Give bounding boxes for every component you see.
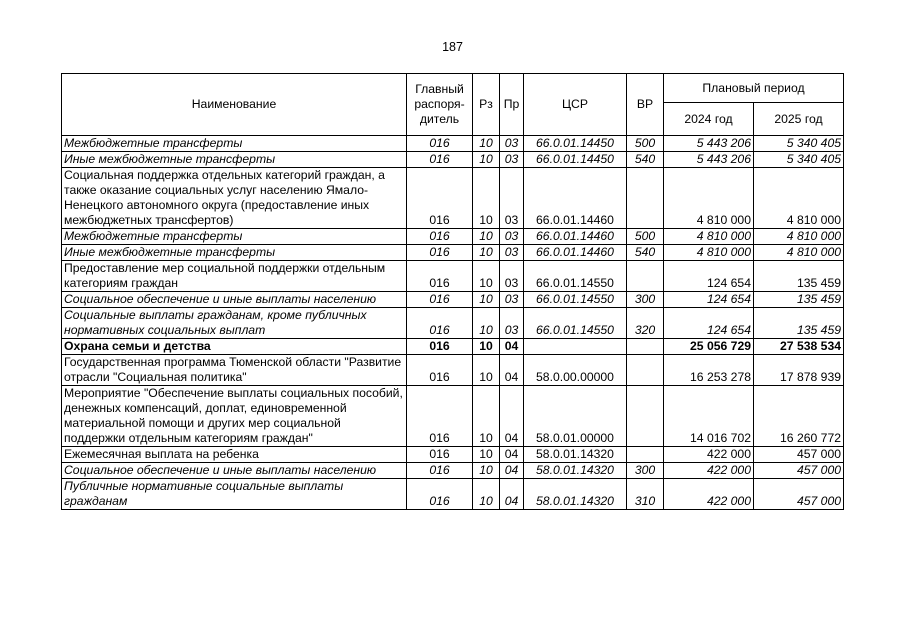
cell-vr: [627, 447, 664, 463]
cell-amount-2025: 135 459: [754, 261, 844, 292]
cell-amount-2025: 135 459: [754, 308, 844, 339]
cell-pr: 04: [500, 339, 524, 355]
cell-amount-2024: 422 000: [664, 463, 754, 479]
cell-main-manager: 016: [407, 136, 473, 152]
cell-vr: 300: [627, 292, 664, 308]
cell-vr: 540: [627, 245, 664, 261]
cell-name: Иные межбюджетные трансферты: [62, 152, 407, 168]
cell-name: Межбюджетные трансферты: [62, 229, 407, 245]
cell-name: Государственная программа Тюменской области "Развитие отрасли "Социальная политика": [62, 355, 407, 386]
cell-amount-2025: 4 810 000: [754, 229, 844, 245]
cell-vr: 310: [627, 479, 664, 510]
page-number: 187: [442, 40, 463, 54]
cell-csr: 58.0.00.00000: [524, 355, 627, 386]
cell-amount-2025: 457 000: [754, 447, 844, 463]
cell-amount-2024: 124 654: [664, 261, 754, 292]
header-csr: ЦСР: [524, 74, 627, 136]
header-vr: ВР: [627, 74, 664, 136]
cell-name: Предоставление мер социальной поддержки отдельным категориям граждан: [62, 261, 407, 292]
cell-main-manager: 016: [407, 229, 473, 245]
table-row: [62, 463, 844, 479]
header-main-manager: Главный распоря-дитель: [407, 74, 473, 136]
cell-amount-2024: 4 810 000: [664, 168, 754, 229]
table-row: [62, 229, 844, 245]
cell-amount-2025: 4 810 000: [754, 245, 844, 261]
cell-amount-2024: 422 000: [664, 479, 754, 510]
cell-rz: 10: [473, 261, 500, 292]
cell-amount-2024: 5 443 206: [664, 136, 754, 152]
cell-pr: 03: [500, 292, 524, 308]
cell-amount-2024: 422 000: [664, 447, 754, 463]
cell-vr: 540: [627, 152, 664, 168]
table-row: [62, 355, 844, 386]
cell-vr: 300: [627, 463, 664, 479]
cell-amount-2025: 5 340 405: [754, 152, 844, 168]
table-body: [62, 136, 844, 510]
cell-pr: 03: [500, 245, 524, 261]
table-row: [62, 308, 844, 339]
cell-amount-2024: 124 654: [664, 308, 754, 339]
cell-csr: 58.0.01.14320: [524, 479, 627, 510]
budget-table: [61, 73, 844, 510]
cell-amount-2024: 5 443 206: [664, 152, 754, 168]
cell-main-manager: 016: [407, 152, 473, 168]
table-row: [62, 136, 844, 152]
cell-amount-2025: 457 000: [754, 463, 844, 479]
table-row: [62, 261, 844, 292]
cell-main-manager: 016: [407, 479, 473, 510]
cell-vr: [627, 339, 664, 355]
cell-name: Социальная поддержка отдельных категорий граждан, а также оказание социальных услуг населению Ямало-Ненецкого автономного округа (предоставление иных межбюджетных трансфертов): [62, 168, 407, 229]
cell-main-manager: 016: [407, 386, 473, 447]
cell-pr: 03: [500, 261, 524, 292]
cell-csr: 66.0.01.14460: [524, 168, 627, 229]
cell-amount-2024: 25 056 729: [664, 339, 754, 355]
header-year-2024: 2024 год: [664, 103, 754, 136]
cell-main-manager: 016: [407, 245, 473, 261]
cell-name: Мероприятие "Обеспечение выплаты социальных пособий, денежных компенсаций, доплат, единовременной материальной помощи и других мер социальной поддержки отдельным категориям граждан": [62, 386, 407, 447]
cell-amount-2025: 17 878 939: [754, 355, 844, 386]
header-plan-period: Плановый период: [664, 74, 844, 103]
cell-csr: 66.0.01.14460: [524, 245, 627, 261]
cell-pr: 04: [500, 463, 524, 479]
cell-amount-2025: 27 538 534: [754, 339, 844, 355]
cell-vr: [627, 355, 664, 386]
cell-pr: 03: [500, 308, 524, 339]
cell-amount-2025: 135 459: [754, 292, 844, 308]
header-rz: Рз: [473, 74, 500, 136]
cell-amount-2025: 4 810 000: [754, 168, 844, 229]
cell-name: Межбюджетные трансферты: [62, 136, 407, 152]
cell-amount-2025: 457 000: [754, 479, 844, 510]
cell-name: Охрана семьи и детства: [62, 339, 407, 355]
cell-vr: [627, 261, 664, 292]
header-name: Наименование: [62, 74, 407, 136]
cell-main-manager: 016: [407, 355, 473, 386]
cell-csr: 66.0.01.14450: [524, 136, 627, 152]
cell-pr: 04: [500, 479, 524, 510]
cell-main-manager: 016: [407, 168, 473, 229]
cell-rz: 10: [473, 386, 500, 447]
cell-csr: 66.0.01.14450: [524, 152, 627, 168]
cell-csr: 66.0.01.14550: [524, 292, 627, 308]
cell-pr: 04: [500, 447, 524, 463]
cell-vr: 320: [627, 308, 664, 339]
cell-rz: 10: [473, 152, 500, 168]
cell-rz: 10: [473, 168, 500, 229]
cell-csr: 58.0.01.14320: [524, 447, 627, 463]
cell-main-manager: 016: [407, 447, 473, 463]
cell-rz: 10: [473, 339, 500, 355]
cell-csr: 58.0.01.00000: [524, 386, 627, 447]
cell-amount-2025: 16 260 772: [754, 386, 844, 447]
cell-name: Иные межбюджетные трансферты: [62, 245, 407, 261]
cell-rz: 10: [473, 355, 500, 386]
cell-csr: 66.0.01.14550: [524, 308, 627, 339]
table-row: [62, 386, 844, 447]
cell-name: Ежемесячная выплата на ребенка: [62, 447, 407, 463]
table-row: [62, 292, 844, 308]
table-row: [62, 479, 844, 510]
header-year-2025: 2025 год: [754, 103, 844, 136]
table-row: [62, 168, 844, 229]
cell-amount-2024: 16 253 278: [664, 355, 754, 386]
cell-amount-2024: 4 810 000: [664, 229, 754, 245]
cell-rz: 10: [473, 229, 500, 245]
cell-rz: 10: [473, 479, 500, 510]
cell-name: Социальное обеспечение и иные выплаты населению: [62, 292, 407, 308]
cell-rz: 10: [473, 292, 500, 308]
cell-name: Публичные нормативные социальные выплаты гражданам: [62, 479, 407, 510]
header-pr: Пр: [500, 74, 524, 136]
cell-vr: [627, 386, 664, 447]
cell-rz: 10: [473, 245, 500, 261]
cell-main-manager: 016: [407, 463, 473, 479]
cell-csr: 66.0.01.14550: [524, 261, 627, 292]
cell-pr: 03: [500, 136, 524, 152]
table-row: [62, 339, 844, 355]
cell-main-manager: 016: [407, 339, 473, 355]
cell-csr: 58.0.01.14320: [524, 463, 627, 479]
cell-amount-2024: 4 810 000: [664, 245, 754, 261]
cell-rz: 10: [473, 463, 500, 479]
table-row: [62, 152, 844, 168]
table-row: [62, 245, 844, 261]
cell-amount-2024: 124 654: [664, 292, 754, 308]
cell-main-manager: 016: [407, 292, 473, 308]
cell-vr: 500: [627, 229, 664, 245]
cell-amount-2025: 5 340 405: [754, 136, 844, 152]
cell-pr: 03: [500, 168, 524, 229]
cell-csr: [524, 339, 627, 355]
cell-vr: 500: [627, 136, 664, 152]
cell-name: Социальное обеспечение и иные выплаты населению: [62, 463, 407, 479]
table-row: [62, 447, 844, 463]
cell-amount-2024: 14 016 702: [664, 386, 754, 447]
cell-pr: 03: [500, 229, 524, 245]
cell-rz: 10: [473, 447, 500, 463]
cell-pr: 04: [500, 355, 524, 386]
cell-rz: 10: [473, 136, 500, 152]
cell-vr: [627, 168, 664, 229]
cell-main-manager: 016: [407, 308, 473, 339]
cell-rz: 10: [473, 308, 500, 339]
cell-csr: 66.0.01.14460: [524, 229, 627, 245]
cell-main-manager: 016: [407, 261, 473, 292]
cell-pr: 03: [500, 152, 524, 168]
cell-pr: 04: [500, 386, 524, 447]
cell-name: Социальные выплаты гражданам, кроме публичных нормативных социальных выплат: [62, 308, 407, 339]
